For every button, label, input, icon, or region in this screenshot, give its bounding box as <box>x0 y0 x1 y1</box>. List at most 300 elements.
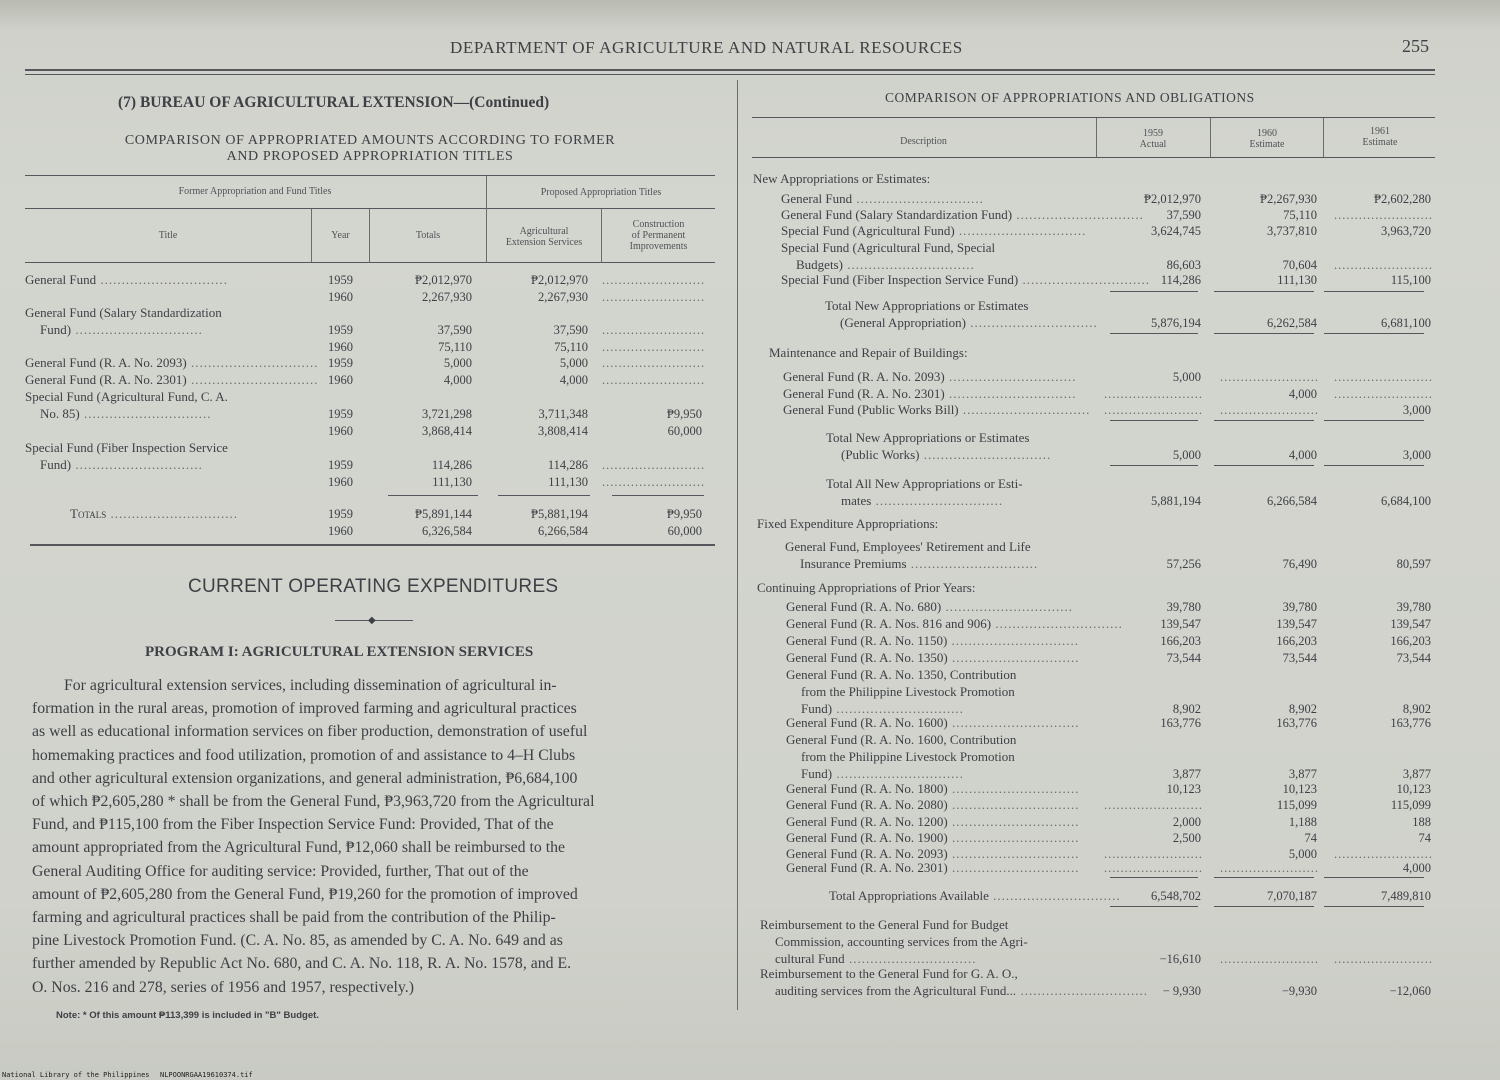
right-row-value-1960: 5,000 <box>1288 847 1317 861</box>
ornament-diamond-icon: ◆ <box>368 615 376 626</box>
right-row-value-1961: 4,000 <box>1402 861 1431 875</box>
paragraph-line: farming and agricultural practices shall be paid from the contribution of the Philip- <box>32 909 556 927</box>
section-fixed-expenditure: Fixed Expenditure Appropriations: <box>757 516 939 531</box>
subtotal-rule <box>1324 465 1424 466</box>
right-row-label-text: General Fund (R. A. No. 2093) <box>786 846 948 861</box>
empty-cell-leader: ......................... <box>602 475 706 489</box>
right-row-value-1961: 3,963,720 <box>1381 224 1431 238</box>
right-row-label-text: General Fund (R. A. No. 1900) <box>786 830 948 845</box>
paragraph-line: and other agricultural extension organizations, and general administration, ₱6,684,100 <box>32 769 578 787</box>
empty-cell-leader: ........................ <box>1220 861 1319 875</box>
left-row-title <box>25 389 228 405</box>
col-extension-line: Extension Services <box>505 237 583 248</box>
program-paragraph <box>32 674 722 999</box>
left-row-total: 111,130 <box>432 475 472 489</box>
comparison-title <box>40 133 700 165</box>
right-row-value-1961: 3,000 <box>1402 448 1431 462</box>
right-row-label <box>781 240 995 256</box>
totals-total: 6,326,584 <box>422 524 472 538</box>
right-row-label-text: General Fund (R. A. No. 680) <box>786 599 942 614</box>
right-row-label-cont-text: Insurance Premiums <box>800 556 907 571</box>
right-row-label <box>786 781 1080 797</box>
left-row-title <box>25 440 228 456</box>
totals-rule <box>498 495 590 496</box>
right-row-label <box>785 539 1031 555</box>
totals-total: ₱5,891,144 <box>415 507 472 521</box>
left-row-total: 75,110 <box>438 340 472 354</box>
column-divider <box>737 80 738 1010</box>
header-rule <box>25 69 1435 71</box>
dot-leader: .............................. <box>958 402 1091 417</box>
paragraph-line: of which ₱2,605,280 * shall be from the General Fund, ₱3,963,720 from the Agricultural <box>32 793 595 811</box>
dot-leader: .............................. <box>842 257 975 272</box>
right-row-label <box>826 476 1023 492</box>
right-row-value-1961: 8,902 <box>1402 702 1431 716</box>
right-row-label <box>786 715 1080 731</box>
right-row-label-text: Reimbursement to the General Fund for Budget <box>760 917 1009 932</box>
totals-construction: 60,000 <box>667 524 702 538</box>
left-row-extension: ₱2,012,970 <box>531 273 588 287</box>
footer-library: National Library of the Philippines <box>2 1071 150 1079</box>
right-row-value-1960: 6,262,584 <box>1267 316 1317 330</box>
dot-leader: .............................. <box>947 650 1080 665</box>
left-row-construction: ₱9,950 <box>666 407 702 421</box>
right-row-label-cont-text: from the Philippine Livestock Promotion <box>801 684 1015 699</box>
totals-label <box>70 506 238 522</box>
right-row-value-1960: 4,000 <box>1288 387 1317 401</box>
left-row-title-cont-text: Fund) <box>40 457 72 472</box>
left-row-title-text: General Fund (R. A. No. 2301) <box>25 372 187 387</box>
right-row-label <box>825 298 1028 314</box>
comparison-title-line-1: COMPARISON OF APPROPRIATED AMOUNTS ACCORDING TO FORMER <box>124 133 616 148</box>
right-row-value-1959: 86,603 <box>1166 258 1201 272</box>
right-row-value-1961: 10,123 <box>1396 782 1431 796</box>
right-row-value-1960: 75,110 <box>1283 208 1317 222</box>
right-row-value-1961: −12,060 <box>1389 984 1431 998</box>
right-row-value-1959: 5,876,194 <box>1151 316 1201 330</box>
left-row-title-text: General Fund <box>25 272 97 287</box>
right-row-value-1959: 5,000 <box>1172 448 1201 462</box>
left-row-total: 5,000 <box>443 356 472 370</box>
section-continuing: Continuing Appropriations of Prior Years: <box>757 580 976 595</box>
left-row-title <box>25 372 319 388</box>
col-description-header: Description <box>900 136 947 147</box>
col-1960-kind: Estimate <box>1249 139 1285 150</box>
paragraph-line: Fund, and ₱115,100 from the Fiber Inspection Service Fund: Provided, That of the <box>32 816 554 834</box>
dot-leader: .............................. <box>947 830 1080 845</box>
paragraph-line: amount appropriated from the Agricultural Fund, ₱12,060 shall be reimbursed to the <box>32 839 566 857</box>
right-row-label <box>786 667 1016 683</box>
right-row-value-1959: 139,547 <box>1160 617 1201 631</box>
subtotal-rule <box>1324 420 1424 421</box>
left-row-total: 4,000 <box>443 373 472 387</box>
subtotal-rule <box>1110 906 1198 907</box>
left-row-year: 1959 <box>328 407 353 421</box>
empty-cell-leader: ......................... <box>602 290 706 304</box>
paragraph-line: pine Livestock Promotion Fund. (C. A. No. 85, as amended by C. A. No. 649 and as <box>32 932 563 950</box>
subtotal-rule <box>1324 291 1424 292</box>
left-row-extension: 111,130 <box>548 475 588 489</box>
footnote: Note: * Of this amount ₱113,399 is included in "B" Budget. <box>56 1010 319 1021</box>
right-row-label <box>781 223 1086 239</box>
right-row-label-cont-text: (Public Works) <box>841 447 920 462</box>
totals-year: 1959 <box>328 507 353 521</box>
right-row-value-1961: 139,547 <box>1390 617 1431 631</box>
right-row-value-1960: 4,000 <box>1288 448 1317 462</box>
dot-leader: .............................. <box>947 860 1080 875</box>
right-row-label-text: General Fund (R. A. No. 2301) <box>786 860 948 875</box>
right-row-label-cont <box>801 684 1015 700</box>
comparison-obligations-title: COMPARISON OF APPROPRIATIONS AND OBLIGATIONS <box>885 90 1255 105</box>
dot-leader: .............................. <box>832 701 964 716</box>
totals-rule <box>612 495 704 496</box>
right-row-value-1960: 10,123 <box>1282 782 1317 796</box>
empty-cell-leader: ........................ <box>1334 258 1433 272</box>
paragraph-line: For agricultural extension services, including dissemination of agricultural in- <box>64 677 557 694</box>
empty-cell-leader: ........................ <box>1220 952 1319 966</box>
left-row-title-cont-text: Fund) <box>40 322 72 337</box>
right-row-label-text: General Fund, Employees' Retirement and Life <box>785 539 1031 554</box>
dot-leader: .............................. <box>947 814 1080 829</box>
dot-leader: .............................. <box>954 223 1087 238</box>
dot-leader: .............................. <box>947 633 1080 648</box>
col-title-header: Title <box>158 230 178 241</box>
dot-leader: .............................. <box>906 556 1039 571</box>
empty-cell-leader: ......................... <box>602 273 706 287</box>
right-table-top-rule <box>752 117 1435 118</box>
left-row-year: 1960 <box>328 290 353 304</box>
left-row-extension: 75,110 <box>554 340 588 354</box>
col-1960-header <box>1211 128 1323 150</box>
right-row-value-1959: 163,776 <box>1160 716 1201 730</box>
paragraph-line: as well as educational information services on fiber production, demonstration of useful <box>32 723 588 741</box>
right-row-label-cont-text: cultural Fund <box>775 951 845 966</box>
right-row-value-1960: 115,099 <box>1276 798 1317 812</box>
col-1959-year: 1959 <box>1143 128 1163 139</box>
col-construction-line: Improvements <box>629 241 688 252</box>
right-row-label-cont-text: Budgets) <box>796 257 843 272</box>
table-header-rule <box>25 262 715 263</box>
right-row-label-text: Special Fund (Agricultural Fund) <box>781 223 955 238</box>
right-row-label-text: Special Fund (Agricultural Fund, Special <box>781 240 996 255</box>
right-row-value-1961: 166,203 <box>1390 634 1431 648</box>
dot-leader: .............................. <box>944 369 1077 384</box>
right-row-value-1959: ₱2,012,970 <box>1144 192 1201 206</box>
section-heading: (7) BUREAU OF AGRICULTURAL EXTENSION—(Continued) <box>118 94 550 111</box>
left-row-extension: 2,267,930 <box>538 290 588 304</box>
col-1961-header <box>1324 126 1436 148</box>
right-row-label-cont <box>775 934 1028 950</box>
right-row-value-1960: 73,544 <box>1282 651 1317 665</box>
right-row-value-1961: 3,877 <box>1402 767 1431 781</box>
right-row-value-1959: 5,881,194 <box>1151 494 1201 508</box>
right-row-label <box>783 402 1090 418</box>
subtotal-rule <box>1110 420 1198 421</box>
empty-cell-leader: ........................ <box>1104 798 1203 812</box>
totals-extension: ₱5,881,194 <box>531 507 588 521</box>
left-row-total: 2,267,930 <box>422 290 472 304</box>
subtotal-rule <box>1214 906 1314 907</box>
left-row-title-text: General Fund (Salary Standardization <box>25 305 222 320</box>
group-former-header: Former Appropriation and Fund Titles <box>178 186 332 197</box>
right-row-value-1960: 3,877 <box>1288 767 1317 781</box>
right-row-label <box>786 814 1080 830</box>
empty-cell-leader: ........................ <box>1334 370 1433 384</box>
paragraph-line: General Auditing Office for auditing service: Provided, further, That out of the <box>32 862 529 880</box>
col-extension-line: Agricultural <box>519 226 569 237</box>
left-row-title <box>25 272 228 288</box>
table-bottom-rule <box>30 544 715 546</box>
right-row-label-cont <box>796 257 975 273</box>
left-row-extension: 4,000 <box>559 373 588 387</box>
right-row-value-1960: −9,930 <box>1281 984 1317 998</box>
right-table-header-rule <box>752 157 1435 158</box>
col-year-header: Year <box>331 230 350 241</box>
empty-cell-leader: ........................ <box>1220 403 1319 417</box>
left-row-extension: 5,000 <box>559 356 588 370</box>
left-row-extension: 114,286 <box>547 458 588 472</box>
department-header: DEPARTMENT OF AGRICULTURE AND NATURAL RESOURCES <box>450 38 963 57</box>
right-row-value-1960: 3,737,810 <box>1267 224 1317 238</box>
left-row-title-text: Special Fund (Fiber Inspection Service <box>25 440 228 455</box>
right-row-label <box>786 860 1080 876</box>
section-new-appropriations: New Appropriations or Estimates: <box>753 171 931 186</box>
empty-cell-leader: ......................... <box>602 373 706 387</box>
coe-heading: CURRENT OPERATING EXPENDITURES <box>188 576 559 597</box>
right-row-label <box>786 830 1080 846</box>
right-row-label-text: General Fund (R. A. No. 2301) <box>783 386 945 401</box>
right-row-value-1959: 6,548,702 <box>1151 889 1201 903</box>
col-1960-year: 1960 <box>1257 128 1277 139</box>
subtotal-rule <box>1110 465 1198 466</box>
right-row-value-1961: 6,681,100 <box>1381 316 1431 330</box>
right-row-value-1959: 37,590 <box>1166 208 1201 222</box>
right-row-value-1961: 188 <box>1412 815 1431 829</box>
right-row-label-text: General Fund <box>781 191 853 206</box>
left-row-construction: 60,000 <box>667 424 702 438</box>
right-row-value-1960: ₱2,267,930 <box>1260 192 1317 206</box>
right-row-value-1959: 3,877 <box>1172 767 1201 781</box>
dot-leader: .............................. <box>186 355 319 370</box>
right-row-label <box>786 732 1016 748</box>
dot-leader: .............................. <box>79 406 212 421</box>
left-row-year: 1960 <box>328 340 353 354</box>
right-row-value-1960: 74 <box>1304 831 1317 845</box>
col-1961-kind: Estimate <box>1362 137 1398 148</box>
subtotal-rule <box>1110 291 1198 292</box>
right-row-value-1961: 115,099 <box>1390 798 1431 812</box>
subtotal-rule <box>1324 906 1424 907</box>
right-row-label <box>783 369 1077 385</box>
left-row-year: 1960 <box>328 373 353 387</box>
right-row-value-1961: 3,000 <box>1402 403 1431 417</box>
right-row-value-1959: − 9,930 <box>1162 984 1201 998</box>
right-row-value-1961: 73,544 <box>1396 651 1431 665</box>
right-row-value-1959: 10,123 <box>1166 782 1201 796</box>
dot-leader: .............................. <box>965 315 1098 330</box>
right-row-value-1960: 139,547 <box>1276 617 1317 631</box>
right-row-label-text: General Fund (R. A. No. 1150) <box>786 633 948 648</box>
totals-rule <box>388 495 478 496</box>
left-row-title-cont <box>40 457 203 473</box>
right-row-label-text: General Fund (R. A. No. 1350) <box>786 650 948 665</box>
right-row-label <box>760 917 1008 933</box>
right-row-label-text: Special Fund (Fiber Inspection Service Fund) <box>781 272 1019 287</box>
right-row-label-text: Total New Appropriations or Estimates <box>826 430 1030 445</box>
empty-cell-leader: ........................ <box>1334 387 1433 401</box>
col-1961-year: 1961 <box>1370 126 1390 137</box>
right-row-label <box>781 207 1144 223</box>
right-row-value-1959: 3,624,745 <box>1151 224 1201 238</box>
left-row-title-cont <box>40 406 211 422</box>
left-row-extension: 3,711,348 <box>538 407 588 421</box>
paragraph-line: formation in the rural areas, promotion of improved farming and agricultural practices <box>32 700 577 718</box>
right-row-label-text: General Fund (R. A. No. 1800) <box>786 781 948 796</box>
right-row-label-cont <box>841 493 1003 509</box>
right-row-label <box>781 191 984 207</box>
subtotal-rule <box>1214 465 1314 466</box>
right-row-label <box>760 966 1018 982</box>
right-row-label-cont-text: auditing services from the Agricultural Fund... <box>775 983 1017 998</box>
left-row-total: 3,868,414 <box>422 424 472 438</box>
dot-leader: .............................. <box>186 372 319 387</box>
right-row-label-text: Total All New Appropriations or Esti- <box>826 476 1023 491</box>
right-row-value-1960: 70,604 <box>1282 258 1317 272</box>
right-row-label-cont <box>801 766 964 782</box>
right-row-label-cont <box>775 983 1148 999</box>
dot-leader: .............................. <box>871 493 1004 508</box>
dot-leader: .............................. <box>106 506 238 521</box>
left-row-extension: 3,808,414 <box>538 424 588 438</box>
left-row-year: 1959 <box>328 273 353 287</box>
right-row-value-1961: 7,489,810 <box>1381 889 1431 903</box>
right-row-value-1959: 114,286 <box>1160 273 1201 287</box>
empty-cell-leader: ........................ <box>1334 208 1433 222</box>
right-row-label-text: General Fund (R. A. No. 1600, Contribution <box>786 732 1017 747</box>
right-row-label-text: General Fund (Public Works Bill) <box>783 402 959 417</box>
right-row-label-text: General Fund (R. A. No. 2093) <box>783 369 945 384</box>
right-row-label-text: General Fund (R. A. No. 1350, Contribution <box>786 667 1017 682</box>
right-row-value-1960: 76,490 <box>1282 557 1317 571</box>
col-extension-header <box>487 226 601 248</box>
col-1959-kind: Actual <box>1139 139 1167 150</box>
empty-cell-leader: ......................... <box>602 340 706 354</box>
right-row-label <box>826 430 1029 446</box>
right-row-label <box>786 599 1073 615</box>
dot-leader: .............................. <box>96 272 228 287</box>
empty-cell-leader: ........................ <box>1104 403 1203 417</box>
right-row-value-1959: −16,610 <box>1159 952 1201 966</box>
col-construction-line: Construction <box>632 219 685 230</box>
dot-leader: .............................. <box>71 457 203 472</box>
right-row-label-cont-text: Fund) <box>801 701 833 716</box>
right-row-value-1961: 163,776 <box>1390 716 1431 730</box>
footer-file: NLPOONRGAA19610374.tif <box>160 1071 253 1079</box>
right-row-value-1960: 166,203 <box>1276 634 1317 648</box>
right-row-value-1959: 39,780 <box>1166 600 1201 614</box>
empty-cell-leader: ........................ <box>1104 861 1203 875</box>
left-row-total: 114,286 <box>431 458 472 472</box>
subtotal-rule <box>1324 877 1424 878</box>
left-row-year: 1959 <box>328 323 353 337</box>
left-row-title-cont <box>40 322 203 338</box>
left-row-year: 1959 <box>328 458 353 472</box>
right-row-value-1960: 7,070,187 <box>1267 889 1317 903</box>
right-row-value-1959: 166,203 <box>1160 634 1201 648</box>
page-number: 255 <box>1402 36 1429 56</box>
subtotal-rule <box>1324 333 1424 334</box>
paragraph-line: further amended by Republic Act No. 680, and C. A. No. 118, R. A. No. 1578, and E. <box>32 955 572 973</box>
subtotal-rule <box>1110 333 1198 334</box>
dot-leader: .............................. <box>919 447 1052 462</box>
right-row-label-text: Reimbursement to the General Fund for G. A. O., <box>760 966 1018 981</box>
left-row-year: 1960 <box>328 475 353 489</box>
empty-cell-leader: ........................ <box>1334 952 1433 966</box>
totals-extension: 6,266,584 <box>538 524 588 538</box>
left-row-extension: 37,590 <box>553 323 588 337</box>
empty-cell-leader: ........................ <box>1220 370 1319 384</box>
left-row-total: ₱2,012,970 <box>415 273 472 287</box>
left-row-total: 37,590 <box>437 323 472 337</box>
right-row-label-cont <box>801 749 1015 765</box>
dot-leader: .............................. <box>832 766 964 781</box>
col-totals-header: Totals <box>415 230 441 241</box>
right-row-label-cont-text: (General Appropriation) <box>840 315 966 330</box>
left-row-title-text: Special Fund (Agricultural Fund, C. A. <box>25 389 228 404</box>
dot-leader: .............................. <box>941 599 1074 614</box>
paragraph-line: amount of ₱2,605,280 from the General Fund, ₱19,260 for the promotion of improved <box>32 885 578 903</box>
left-row-title <box>25 305 222 321</box>
col-1959-header <box>1097 128 1209 150</box>
left-row-title <box>25 355 319 371</box>
table-group-rule <box>25 208 715 209</box>
empty-cell-leader: ......................... <box>602 458 706 472</box>
right-row-label <box>829 888 1121 904</box>
dot-leader: .............................. <box>1018 272 1150 287</box>
group-proposed-header: Proposed Appropriation Titles <box>540 187 662 198</box>
dot-leader: .............................. <box>947 715 1080 730</box>
subtotal-rule <box>1214 291 1314 292</box>
right-row-value-1961: 74 <box>1418 831 1431 845</box>
right-row-label-text: Total New Appropriations or Estimates <box>825 298 1029 313</box>
right-row-value-1960: 8,902 <box>1288 702 1317 716</box>
left-row-title-text: General Fund (R. A. No. 2093) <box>25 355 187 370</box>
empty-cell-leader: ........................ <box>1334 847 1433 861</box>
right-row-value-1959: 2,000 <box>1172 815 1201 829</box>
right-row-value-1961: 39,780 <box>1396 600 1431 614</box>
right-row-value-1961: 6,684,100 <box>1381 494 1431 508</box>
right-row-label-text: Total Appropriations Available <box>829 888 989 903</box>
empty-cell-leader: ........................ <box>1104 847 1203 861</box>
right-row-label-cont-text: mates <box>841 493 872 508</box>
right-row-label-cont-text: from the Philippine Livestock Promotion <box>801 749 1015 764</box>
left-row-year: 1960 <box>328 424 353 438</box>
header-rule-thin <box>25 74 1435 75</box>
right-row-label-text: General Fund (R. A. No. 1600) <box>786 715 948 730</box>
section-maintenance: Maintenance and Repair of Buildings: <box>769 345 968 360</box>
empty-cell-leader: ......................... <box>602 356 706 370</box>
col-construction-header <box>602 219 715 252</box>
subtotal-rule <box>1110 877 1198 878</box>
right-row-label-text: General Fund (R. A. No. 2080) <box>786 797 948 812</box>
right-row-value-1960: 6,266,584 <box>1267 494 1317 508</box>
paragraph-line: homemaking practices and food utilization, promotion of and assistance to 4–H Clubs <box>32 746 576 764</box>
subtotal-rule <box>1214 877 1314 878</box>
empty-cell-leader: ........................ <box>1104 387 1203 401</box>
dot-leader: .............................. <box>991 616 1123 631</box>
dot-leader: .............................. <box>71 322 203 337</box>
right-row-value-1959: 57,256 <box>1166 557 1201 571</box>
